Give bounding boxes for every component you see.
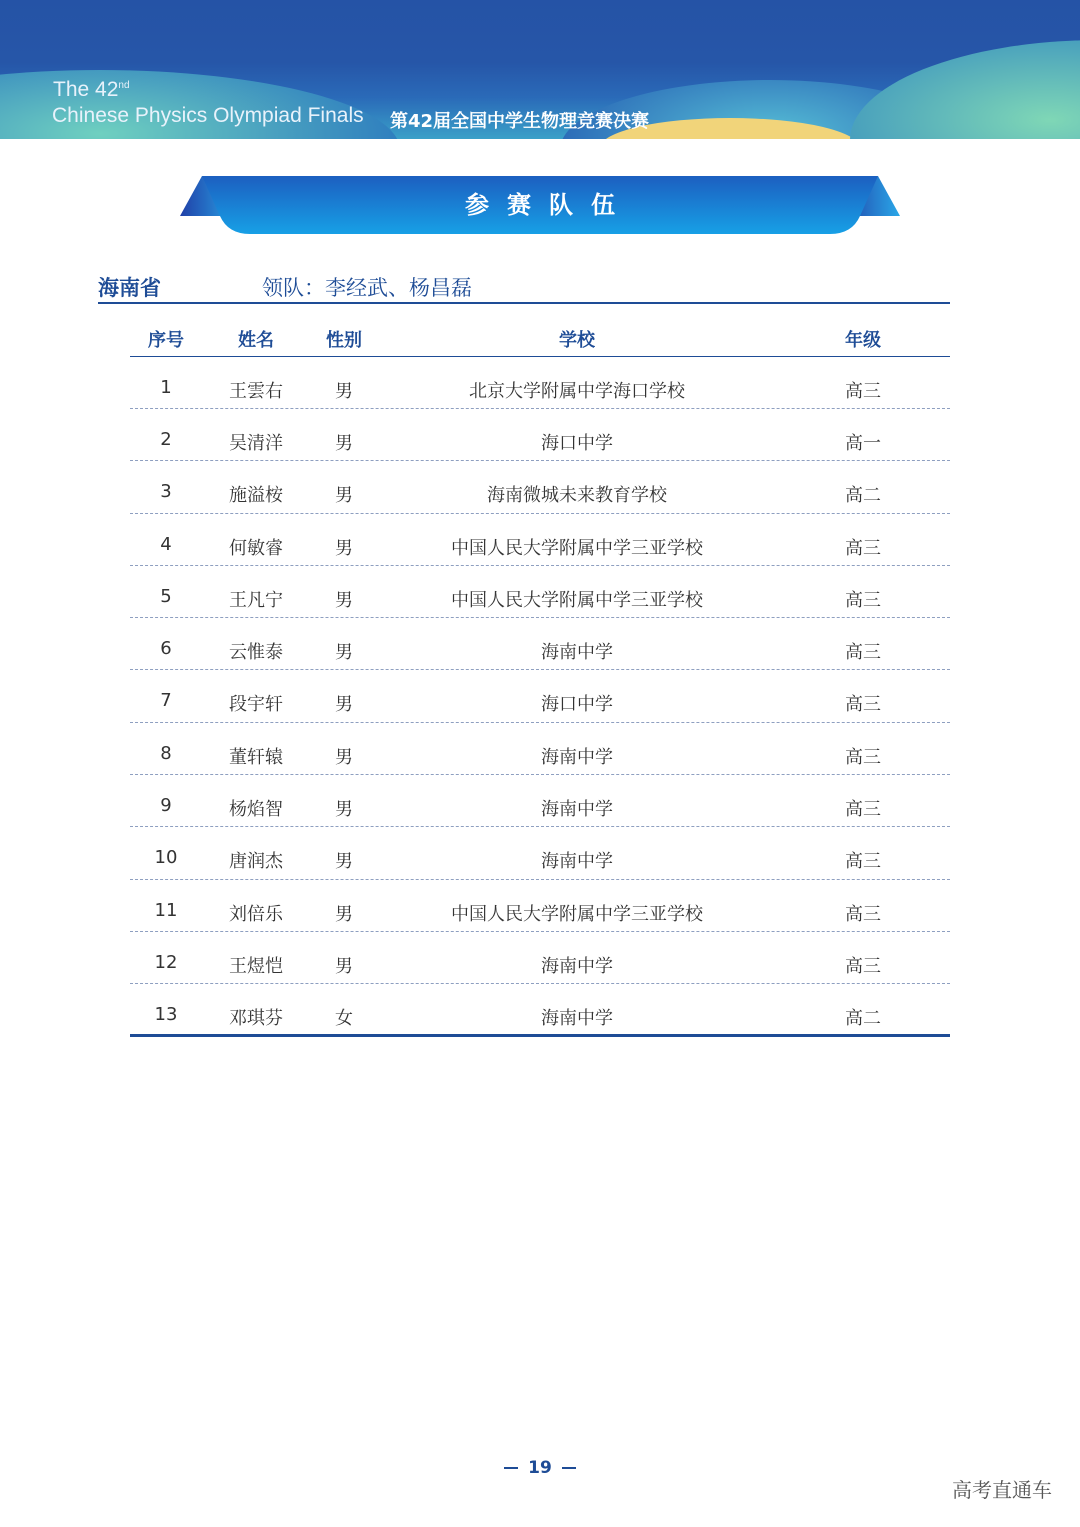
cell-number: 4 (160, 533, 172, 555)
table-row (130, 827, 950, 879)
column-header-school: 学校 (559, 330, 595, 351)
cell-number: 3 (160, 481, 172, 503)
cell-number: 13 (154, 1004, 178, 1026)
cell-name: 吴清洋 (229, 433, 283, 454)
cell-school: 海南中学 (541, 642, 613, 664)
cell-grade: 高三 (845, 903, 881, 925)
cell-school: 海南中学 (541, 955, 613, 977)
cell-school: 中国人民大学附属中学三亚学校 (451, 589, 703, 611)
header-chinese-title: 第42届全国中学生物理竞赛决赛 (390, 111, 650, 132)
table-row (130, 357, 950, 409)
cell-number: 7 (160, 690, 172, 712)
table-body (130, 357, 950, 1037)
banner-title: 参赛队伍 (465, 191, 633, 219)
table-row (130, 670, 950, 722)
cell-gender: 男 (335, 485, 353, 507)
cell-grade: 高三 (845, 799, 881, 821)
cell-grade: 高三 (845, 642, 881, 664)
table-row (130, 880, 950, 932)
cell-number: 8 (160, 742, 172, 764)
cell-gender: 男 (335, 381, 353, 402)
cell-gender: 男 (335, 799, 353, 821)
table-row (130, 618, 950, 670)
cell-number: 11 (154, 899, 178, 921)
cell-name: 王煜恺 (229, 955, 283, 977)
page-header-banner (0, 0, 1080, 139)
cell-school: 海口中学 (541, 694, 613, 716)
decorative-hill (850, 40, 1080, 139)
watermark: 高考直通车 (952, 1478, 1052, 1502)
section-banner (180, 176, 900, 236)
cell-gender: 男 (335, 589, 353, 611)
team-leaders: 领队：李经武、杨昌磊 (262, 276, 472, 300)
table-row (130, 514, 950, 566)
cell-name: 董轩辕 (229, 746, 283, 768)
column-header-grade: 年级 (845, 330, 881, 351)
cell-number: 5 (160, 585, 172, 607)
cell-school: 海南中学 (541, 746, 613, 768)
cell-name: 云惟泰 (229, 642, 283, 664)
cell-school: 中国人民大学附属中学三亚学校 (451, 537, 703, 559)
cell-gender: 男 (335, 694, 353, 716)
column-header-number: 序号 (148, 330, 184, 351)
cell-number: 2 (160, 429, 172, 450)
cell-name: 施溢桉 (229, 485, 283, 507)
cell-school: 海南微城未来教育学校 (487, 485, 667, 507)
cell-grade: 高三 (845, 694, 881, 716)
cell-grade: 高三 (845, 381, 881, 402)
cell-grade: 高三 (845, 955, 881, 977)
cell-name: 王雲右 (229, 381, 283, 402)
cell-gender: 男 (335, 955, 353, 977)
cell-gender: 男 (335, 642, 353, 664)
cell-school: 北京大学附属中学海口学校 (469, 381, 685, 402)
cell-gender: 男 (335, 433, 353, 454)
cell-gender: 男 (335, 746, 353, 768)
cell-name: 刘倍乐 (229, 903, 283, 925)
table-row (130, 566, 950, 618)
cell-grade: 高二 (845, 1008, 881, 1030)
province-name: 海南省 (98, 276, 161, 300)
cell-school: 海南中学 (541, 1008, 613, 1030)
cell-grade: 高二 (845, 485, 881, 507)
table-row (130, 775, 950, 827)
column-header-name: 姓名 (238, 330, 274, 351)
cell-grade: 高三 (845, 851, 881, 873)
header-english-line1: The 42nd (53, 78, 130, 101)
cell-grade: 高三 (845, 746, 881, 768)
table-row (130, 461, 950, 513)
cell-school: 海口中学 (541, 433, 613, 454)
header-english-line2: Chinese Physics Olympiad Finals (52, 104, 364, 127)
cell-name: 唐润杰 (229, 851, 283, 873)
cell-name: 邓琪芬 (229, 1008, 283, 1030)
cell-school: 海南中学 (541, 799, 613, 821)
cell-name: 段宇轩 (229, 694, 283, 716)
table-row (130, 984, 950, 1036)
cell-number: 6 (160, 638, 172, 660)
cell-name: 王凡宁 (229, 589, 283, 611)
cell-name: 杨焰智 (229, 799, 283, 821)
cell-number: 9 (160, 795, 172, 817)
column-header-gender: 性别 (326, 330, 362, 351)
table-row (130, 932, 950, 984)
cell-gender: 男 (335, 537, 353, 559)
cell-number: 1 (160, 377, 172, 398)
table-header (130, 320, 950, 357)
table-row (130, 409, 950, 461)
page-number: 19 (0, 1458, 1080, 1478)
table-row (130, 723, 950, 775)
cell-gender: 男 (335, 851, 353, 873)
cell-grade: 高三 (845, 589, 881, 611)
cell-grade: 高一 (845, 433, 881, 454)
cell-name: 何敏睿 (229, 537, 283, 559)
team-table (130, 320, 950, 1037)
cell-number: 12 (154, 951, 178, 973)
cell-gender: 女 (335, 1008, 353, 1030)
divider (98, 302, 950, 304)
cell-school: 中国人民大学附属中学三亚学校 (451, 903, 703, 925)
cell-number: 10 (154, 847, 178, 869)
cell-grade: 高三 (845, 537, 881, 559)
cell-gender: 男 (335, 903, 353, 925)
cell-school: 海南中学 (541, 851, 613, 873)
